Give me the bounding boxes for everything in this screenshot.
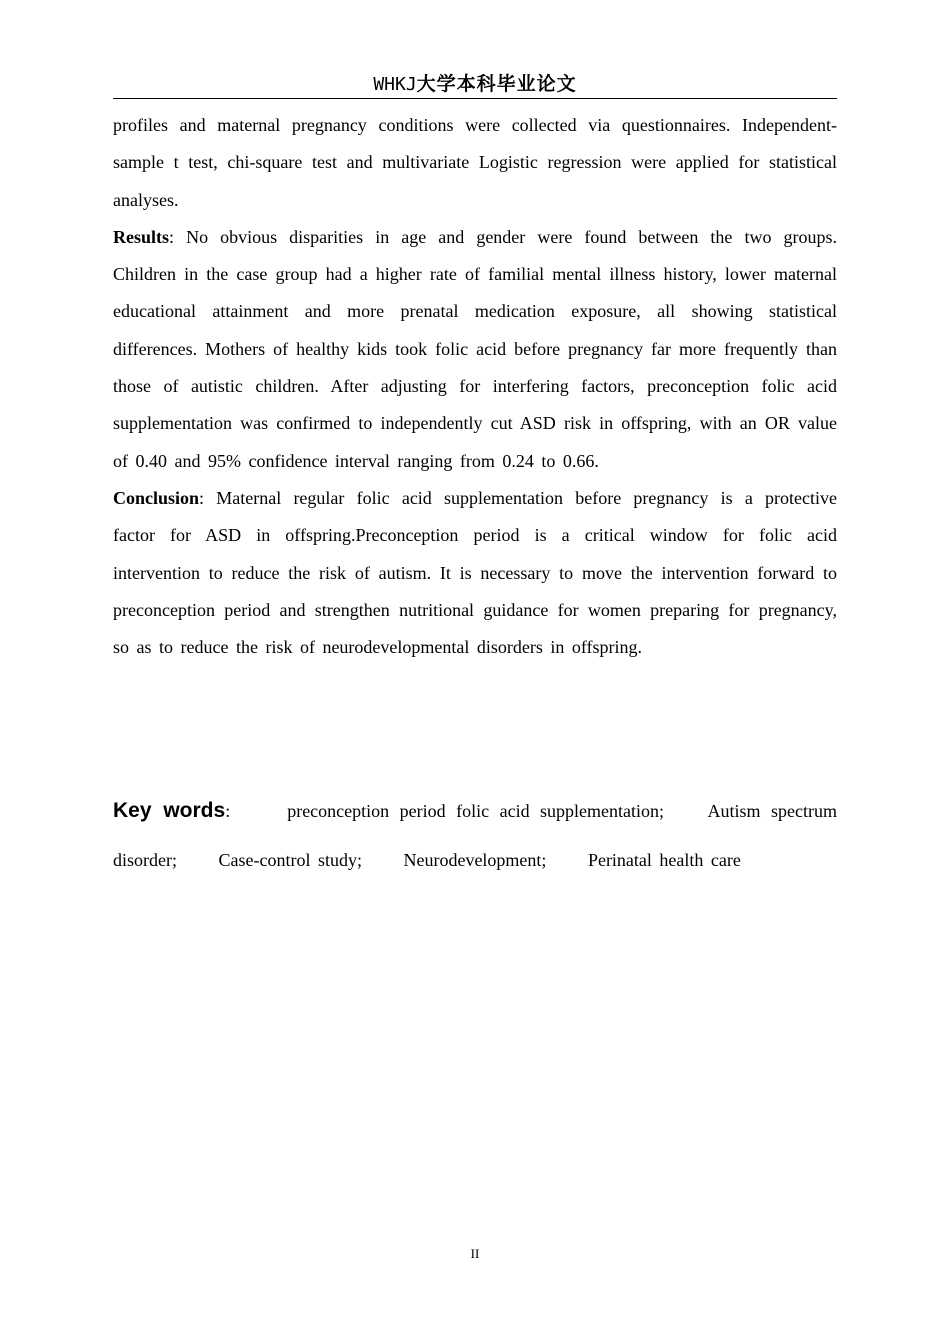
keywords-label: Key words bbox=[113, 799, 226, 822]
conclusion-text: : Maternal regular folic acid supplementation before pregnancy is a protective factor for ASD in offspring.Preconception period is a critical window for folic acid intervention to reduce the risk of autism. It is necessary to move the intervention forward to preconception period and strengthen nutritional guidance for women preparing for pregnancy, so as to reduce the risk of neurodevelopmental disorders in offspring. bbox=[113, 487, 837, 658]
abstract-results-paragraph bbox=[113, 219, 837, 480]
abstract-methods-continuation: profiles and maternal pregnancy conditions were collected via questionnaires. Independent-sample t test, chi-square test and multivariate Logistic regression were applied for statistical analyses. bbox=[113, 115, 837, 210]
keyword-item: Case-control study; bbox=[218, 850, 362, 870]
abstract-conclusion-paragraph bbox=[113, 480, 837, 666]
keywords-section bbox=[113, 786, 837, 885]
page-number: II bbox=[470, 1246, 480, 1261]
page-header bbox=[113, 70, 837, 99]
keywords-separator: : bbox=[225, 801, 231, 821]
conclusion-label: Conclusion bbox=[113, 487, 200, 508]
keyword-item: Neurodevelopment; bbox=[403, 850, 547, 870]
header-university-code: WHKJ bbox=[373, 74, 417, 95]
keyword-item: Autism spectrum disorder; bbox=[113, 801, 838, 870]
abstract-body bbox=[113, 107, 837, 666]
results-label: Results bbox=[113, 226, 170, 247]
keyword-item: preconception period folic acid supplementation; bbox=[287, 801, 665, 821]
header-thesis-title: 大学本科毕业论文 bbox=[416, 73, 577, 95]
results-text: : No obvious disparities in age and gender were found between the two groups. Children in the case group had a higher rate of familial mental illness history, lower maternal educational attainment and more prenatal medication exposure, all showing statistical differences. Mothers of healthy kids took folic acid before pregnancy far more frequently than those of autistic children. After adjusting for interfering factors, preconception folic acid supplementation was confirmed to independently cut ASD risk in offspring, with an OR value of 0.40 and 95% confidence interval ranging from 0.24 to 0.66. bbox=[113, 226, 837, 471]
keyword-item: Perinatal health care bbox=[587, 850, 741, 870]
